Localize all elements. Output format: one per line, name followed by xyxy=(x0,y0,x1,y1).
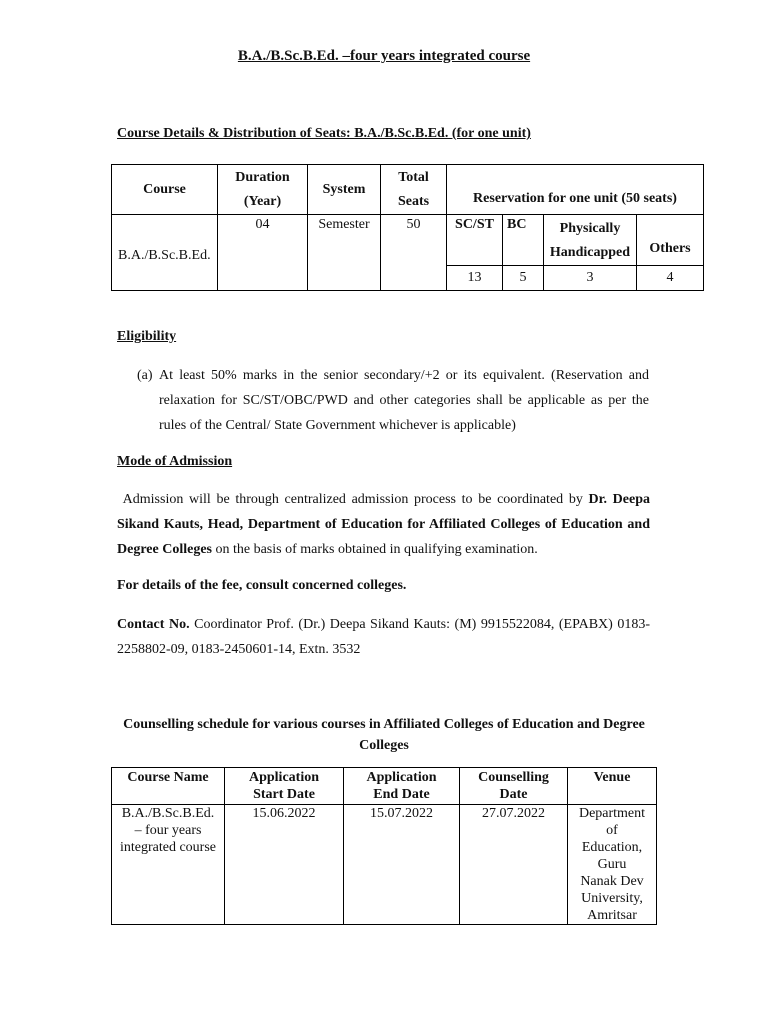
table-row xyxy=(112,165,704,215)
cell-course-name: B.A./B.Sc.B.Ed. – four years integrated course xyxy=(112,805,225,925)
cell-ph: 3 xyxy=(544,266,637,291)
coordinator-name: Dr. Deepa Sikand Kauts, Head, Department of Education for Affiliated Colleges of Education and Degree Colleges xyxy=(117,492,651,557)
header-bc: BC xyxy=(503,215,544,266)
header-physically-handicapped: Physically Handicapped xyxy=(544,215,637,266)
contact-info xyxy=(117,612,650,662)
fee-note: For details of the fee, consult concerned colleges. xyxy=(117,578,407,593)
header-course-name: Course Name xyxy=(112,768,225,805)
header-total-seats: Total Seats xyxy=(381,165,447,215)
header-course: Course xyxy=(112,165,218,215)
admission-text: Admission will be through centralized admission process to be coordinated by Dr. Deepa Sikand Kauts, Head, Department of Education for Affiliated Colleges of Education and Degree Colleges on the basis of marks obtained in qualifying examination. xyxy=(117,492,651,557)
cell-course: B.A./B.Sc.B.Ed. xyxy=(112,215,218,291)
eligibility-label: (a) xyxy=(137,368,153,383)
eligibility-item xyxy=(137,363,649,438)
header-venue: Venue xyxy=(568,768,657,805)
table-row xyxy=(112,805,657,925)
header-scst: SC/ST xyxy=(447,215,503,266)
header-system: System xyxy=(308,165,381,215)
admission-heading: Mode of Admission xyxy=(117,454,233,469)
eligibility-heading: Eligibility xyxy=(117,329,177,344)
cell-total-seats: 50 xyxy=(381,215,447,291)
header-reservation: Reservation for one unit (50 seats) xyxy=(447,165,704,215)
header-counselling-date: Counselling Date xyxy=(460,768,568,805)
header-end-date: Application End Date xyxy=(344,768,460,805)
contact-text: Coordinator Prof. (Dr.) Deepa Sikand Kauts: (M) 9915522084, (EPABX) 0183-2258802-09, 0183-2450601-14, Extn. 3532 xyxy=(117,617,651,657)
header-others: Others xyxy=(637,215,704,266)
cell-counselling-date: 27.07.2022 xyxy=(460,805,568,925)
schedule-table xyxy=(111,767,657,925)
table-row xyxy=(112,768,657,805)
header-start-date: Application Start Date xyxy=(225,768,344,805)
cell-venue: Department of Education, Guru Nanak Dev University, Amritsar xyxy=(568,805,657,925)
cell-start-date: 15.06.2022 xyxy=(225,805,344,925)
cell-others: 4 xyxy=(637,266,704,291)
table-row xyxy=(112,215,704,266)
eligibility-text: At least 50% marks in the senior secondary/+2 or its equivalent. (Reservation and relaxation for SC/ST/OBC/PWD and other categories shall be applicable as per the rules of the Central/ State Government whichever is applicable) xyxy=(159,368,649,433)
page-title: B.A./B.Sc.B.Ed. –four years integrated course xyxy=(237,48,531,64)
cell-duration: 04 xyxy=(218,215,308,291)
seats-section-heading: Course Details & Distribution of Seats: B.A./B.Sc.B.Ed. (for one unit) xyxy=(117,126,531,141)
contact-label: Contact No. xyxy=(117,617,190,632)
cell-bc: 5 xyxy=(503,266,544,291)
cell-end-date: 15.07.2022 xyxy=(344,805,460,925)
cell-system: Semester xyxy=(308,215,381,291)
header-duration: Duration (Year) xyxy=(218,165,308,215)
cell-scst: 13 xyxy=(447,266,503,291)
schedule-title: Counselling schedule for various courses in Affiliated Colleges of Education and Degree Colleges xyxy=(123,717,645,753)
seats-table xyxy=(111,164,704,291)
